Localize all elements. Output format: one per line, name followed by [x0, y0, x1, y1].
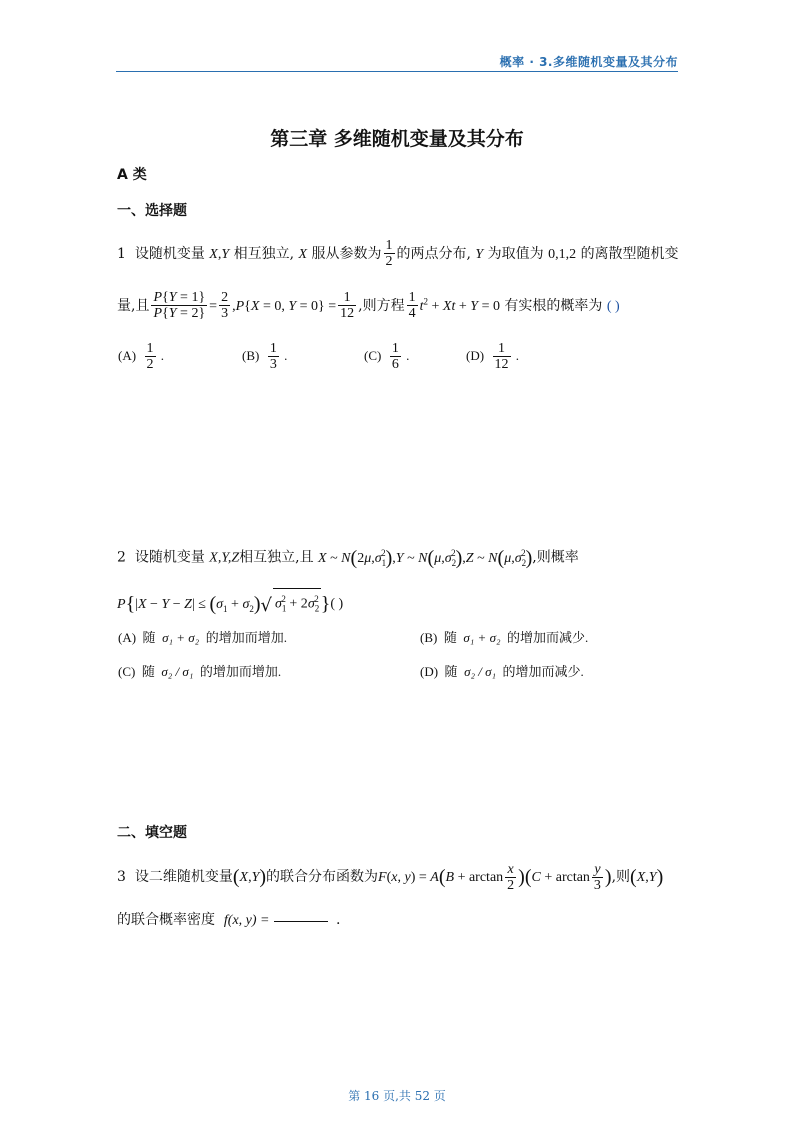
- q2-option-b: (B) 随 σ₁ + σ₂ 的增加而减少.: [420, 630, 589, 645]
- q3-line1: 3 设二维随机变量(X,Y)的联合分布函数为F(x, y) = A(B + arctan $\frac{x}{2}$ )(C + arctan $\frac{y}{3}$ ),则(X,Y): [117, 862, 664, 893]
- running-header: 概率 · 3.多维随机变量及其分布: [499, 55, 678, 69]
- section-choice: 一、选择题: [117, 203, 187, 219]
- q1-line1: 1 设随机变量 X,Y 相互独立, X 服从参数为 $\frac{1}{2}$ 的两点分布, Y 为取值为 0,1,2 的离散型随机变: [117, 238, 679, 269]
- q2-option-d: (D) 随 σ₂ / σ₁ 的增加而减少.: [420, 664, 584, 679]
- q1-line2: 量,且 $\frac{P\{Y = 1\}}{P\{Y = 2\}}$ = $\frac{2}{3}$ ,P{X = 0, Y = 0} = $\frac{1}{12}$ ,则方程 $\frac{1}{4}$ $t^2 + Xt + Y = 0$ 有实根的概率为 ( ): [117, 290, 620, 321]
- q1-option-c: (C) $\frac{1}{6}$ .: [364, 341, 410, 372]
- q3-line2: 的联合概率密度 f(x, y) = .: [117, 912, 341, 928]
- q1-option-a: (A) $\frac{1}{2}$ .: [118, 341, 165, 372]
- equation-coef: $\frac{1}{4}$: [408, 290, 416, 321]
- fraction: $\frac{1}{2}$: [385, 238, 393, 269]
- q1-option-d: (D) $\frac{1}{12}$ .: [466, 341, 520, 372]
- page-footer: 第 16 页,共 52 页: [348, 1089, 446, 1103]
- header-rule: [116, 71, 678, 72]
- section-fill: 二、填空题: [117, 825, 187, 841]
- q2-option-c: (C) 随 σ₂ / σ₁ 的增加而增加.: [118, 664, 282, 679]
- class-label: A 类: [117, 167, 147, 183]
- q1-option-b: (B) $\frac{1}{3}$ .: [242, 341, 288, 372]
- q2-line1: 2 设随机变量 X,Y,Z相互独立,且 X ~ $N(2\mu,\sigma_1^2),Y$ ~ $N(\mu,\sigma_2^2),Z$ ~ $N(\mu,\sigma_2^2)$,则概率: [117, 546, 579, 569]
- answer-blank[interactable]: [274, 921, 328, 922]
- q2-line2: $P\{|X - Y - Z| \le (\sigma_1 + \sigma_2)√$ $\sigma_1^2 + 2\sigma_2^2$ }( ): [117, 588, 343, 618]
- q2-option-a: (A) 随 σ₁ + σ₂ 的增加而增加.: [118, 630, 287, 645]
- probability-ratio: $\frac{P\{Y = 1\}}{P\{Y = 2\}}$: [153, 290, 206, 321]
- chapter-title: 第三章 多维随机变量及其分布: [270, 128, 524, 150]
